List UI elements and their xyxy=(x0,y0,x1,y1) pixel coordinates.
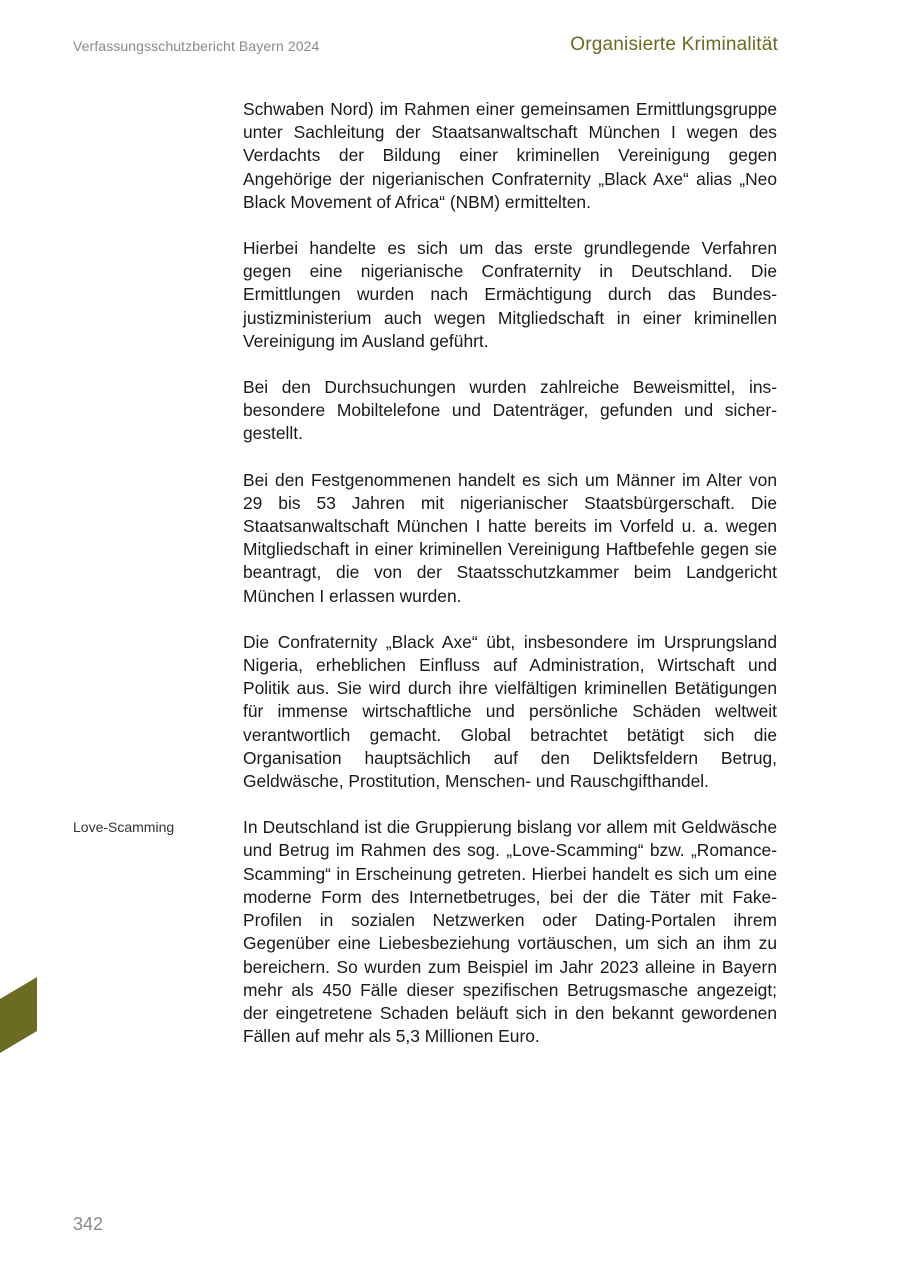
paragraph-4: Bei den Festgenommenen handelt es sich um Männer im Alter von 29 bis 53 Jahren mit nigerianischer Staatsbürgerschaft. Die Staatsanwaltschaft München I hatte bereits im Vorfeld u. a. wegen Mitgliedschaft in einer kriminellen Vereinigung Haftbefehle gegen sie beantragt, die von der Staatsschutzkammer beim Landgericht München I erlassen wurden. xyxy=(243,469,777,606)
margin-note-love-scamming: Love-Scamming xyxy=(73,819,175,835)
running-header-publication: Verfassungsschutzbericht Bayern 2024 xyxy=(73,38,320,54)
paragraph-2: Hierbei handelte es sich um das erste grundlegende Verfahren gegen eine nigerianische Confraternity in Deutschland. Die Ermittlungen wurden nach Ermächtigung durch das Bundesjustizministerium auch wegen Mitgliedschaft in einer kriminellen Vereinigung im Ausland geführt. xyxy=(243,238,777,351)
paragraph-6: In Deutschland ist die Gruppierung bislang vor allem mit Geldwäsche und Betrug im Rahmen des sog. „Love-Scamming“ bzw. „Romance-Scamming“ in Erscheinung getreten. Hierbei handelt es sich um eine moderne Form des Internetbetruges, bei der die Täter mit Fake-Profilen in sozialen Netzwerken oder Dating-Portalen ihrem Gegenüber eine Liebesbeziehung vortäuschen, um sich an ihm zu bereichern. So wurden zum Beispiel im Jahr 2023 alleine in Bayern mehr als 450 Fälle dieser spezifischen Betrugsmasche angezeigt; der eingetretene Schaden beläuft sich in den bekannt gewordenen Fällen auf mehr als 5,3 Millionen Euro. xyxy=(243,817,777,1047)
running-header-section: Organisierte Kriminalität xyxy=(570,34,778,55)
paragraph-1: Schwaben Nord) im Rahmen einer gemeinsamen Ermittlungsgruppe unter Sachleitung der Staatsanwaltschaft München I wegen des Verdachts der Bildung einer kriminellen Vereinigung gegen Angehörige der nigerianischen Confraternity „Black Axe“ alias „Neo Black Movement of Africa“ (NBM) ermittelten. xyxy=(243,99,777,212)
page-number: 342 xyxy=(73,1214,104,1234)
paragraph-3: Bei den Durchsuchungen wurden zahlreiche Beweismittel, insbesondere Mobiltelefone und Datenträger, gefunden und sichergestellt. xyxy=(243,377,777,444)
chapter-tab-shape xyxy=(0,977,37,1053)
paragraph-5: Die Confraternity „Black Axe“ übt, insbesondere im Ursprungsland Nigeria, erheblichen Einfluss auf Administration, Wirtschaft und Politik aus. Sie wird durch ihre vielfältigen kriminellen Betätigungen für immense wirtschaftliche und persönliche Schäden weltweit verantwortlich gemacht. Global betrachtet betätigt sich die Organisation hauptsächlich auf den Deliktsfeldern Betrug, Geldwäsche, Prostitution, Menschen- und Rauschgifthandel. xyxy=(243,631,777,792)
body-text-column xyxy=(243,98,777,1071)
chapter-tab-marker xyxy=(0,977,37,1053)
